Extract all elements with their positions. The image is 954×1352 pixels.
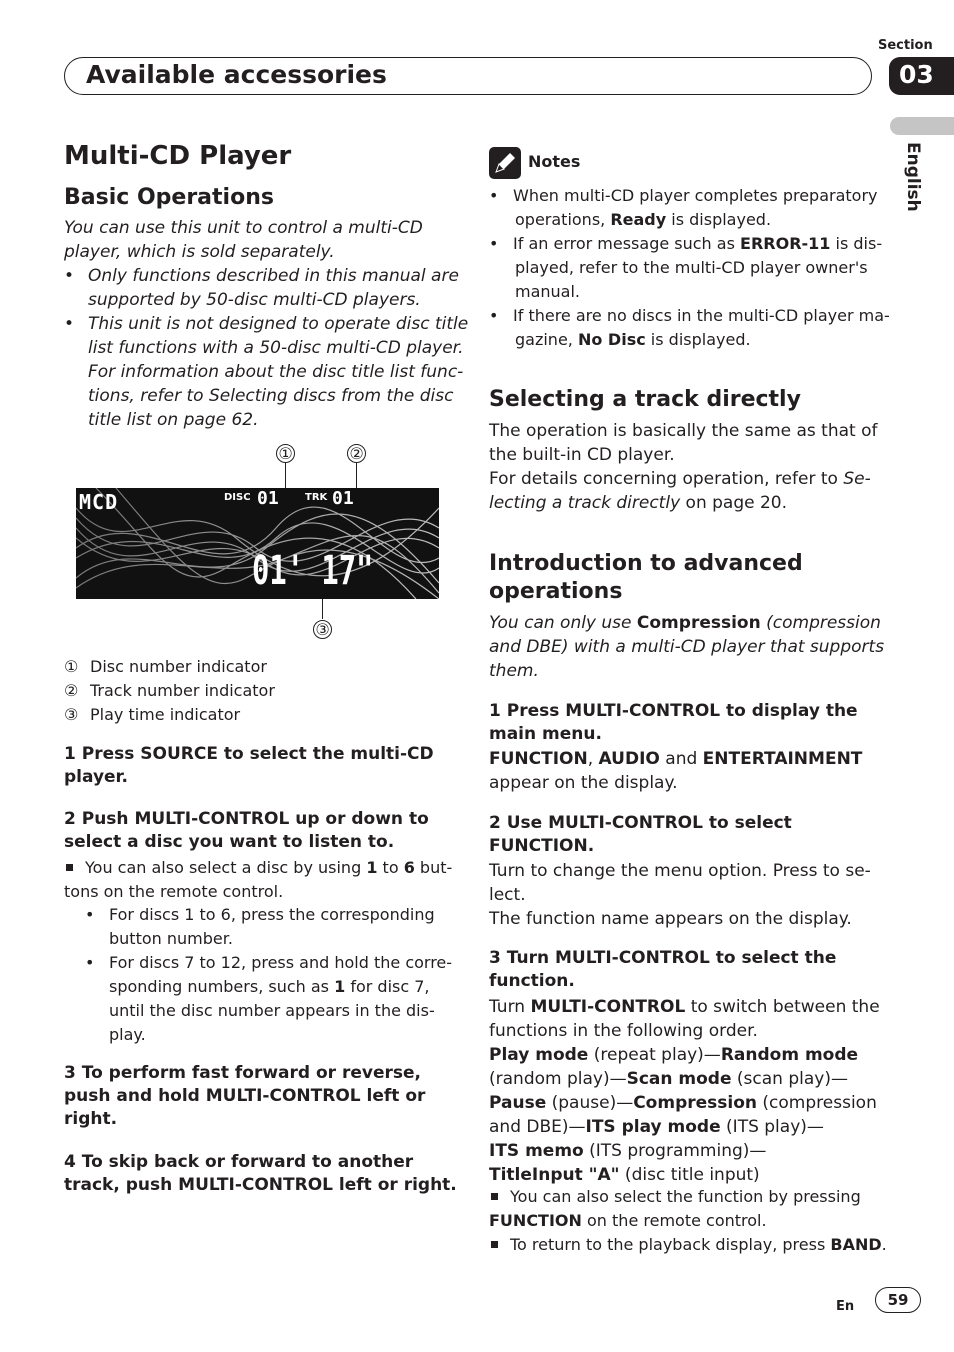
step-1: 1 Press SOURCE to select the multi-CD player.	[64, 744, 434, 787]
notes-pencil-icon	[489, 147, 521, 179]
bullet-line: tions, refer to Selecting discs from the disc	[88, 386, 454, 406]
callout-1: ①	[276, 444, 295, 463]
square-bullet-icon	[491, 1241, 498, 1248]
adv-step-2: 2 Use MULTI-CONTROL to select FUNCTION.	[489, 813, 792, 856]
bullet-item: • This unit is not designed to operate disc title	[64, 314, 469, 334]
language-tab	[890, 117, 954, 135]
notes-title: Notes	[528, 152, 581, 171]
display-track-value: 01	[332, 488, 354, 509]
adv-step-3: 3 Turn MULTI-CONTROL to select the function.	[489, 948, 837, 991]
step-2-note: You can also select a disc by using 1 to 6 but- tons on the remote control.	[64, 858, 453, 901]
square-bullet-icon	[491, 1193, 498, 1200]
callout-3: ③	[313, 620, 332, 639]
section-label: Section	[878, 38, 933, 53]
bullet-item: • For discs 1 to 6, press the corresponding	[85, 905, 435, 924]
intro-bullets	[64, 264, 468, 432]
footer-language: En	[836, 1299, 855, 1314]
display-time: 01' 17"	[252, 548, 374, 594]
display-disc-value: 01	[257, 488, 279, 509]
selecting-text: The operation is basically the same as that of the built-in CD player. For details concerning operation, refer to Se- lecting a track directly on page 20.	[489, 421, 878, 513]
legend	[64, 655, 275, 727]
display-mode: MCD	[79, 490, 119, 514]
intro-text	[64, 216, 423, 264]
adv-step-3-notes: You can also select the function by pressing FUNCTION on the remote control. To return to the playback display, press BAND.	[489, 1187, 887, 1254]
language-label: English	[903, 142, 923, 212]
note-item: • If an error message such as ERROR-11 is dis-	[489, 234, 883, 253]
note-item: • If there are no discs in the multi-CD player ma-	[489, 306, 890, 325]
pencil-icon	[489, 147, 521, 179]
intro-line: You can use this unit to control a multi-CD	[64, 218, 423, 238]
page-header-title: Available accessories	[86, 60, 387, 89]
callout-line	[322, 599, 323, 619]
advanced-intro: You can only use Compression (compression and DBE) with a multi-CD player that supports them.	[489, 613, 885, 681]
bullet-item: • Only functions described in this manual are	[64, 266, 459, 286]
notes-list: • When multi-CD player completes preparatory operations, Ready is displayed. • If an error message such as ERROR-11 is dis- played, refer to the multi-CD player owner's manual. • If there are no discs in the multi-CD player ma- gazine, No Disc is displayed.	[489, 186, 890, 349]
legend-item: ③ Play time indicator	[64, 705, 241, 724]
legend-item: ① Disc number indicator	[64, 657, 267, 676]
callout-2: ②	[347, 444, 366, 463]
adv-step-2-text: Turn to change the menu option. Press to se- lect. The function name appears on the display.	[489, 861, 871, 929]
page-title: Multi-CD Player	[64, 141, 292, 171]
display-illustration	[76, 488, 439, 599]
selecting-heading: Selecting a track directly	[489, 387, 801, 412]
page-number: 59	[875, 1287, 921, 1313]
bullet-line: list functions with a 50-disc multi-CD player.	[88, 338, 464, 358]
display-disc-label: DISC	[224, 492, 251, 503]
legend-item: ② Track number indicator	[64, 681, 275, 700]
adv-step-1: 1 Press MULTI-CONTROL to display the main menu.	[489, 701, 858, 744]
bullet-line: title list on page 62.	[88, 410, 259, 430]
adv-step-3-text: Turn MULTI-CONTROL to switch between the functions in the following order. Play mode (repeat play)—Random mode (random play)—Scan mode (scan play)— Pause (pause)—Compression (compression and DBE)—ITS play mode (ITS play)— ITS memo (ITS programming)— TitleInput "A" (disc title input)	[489, 997, 880, 1185]
step-2: 2 Push MULTI-CONTROL up or down to select a disc you want to listen to.	[64, 809, 429, 852]
step-2-bullets: • For discs 1 to 6, press the corresponding button number. • For discs 7 to 12, press and hold the corre- sponding numbers, such as 1 for disc 7, until the disc number appears in the dis- play.	[85, 905, 453, 1044]
display-track-label: TRK	[305, 492, 328, 503]
step-4: 4 To skip back or forward to another track, push MULTI-CONTROL left or right.	[64, 1152, 457, 1195]
section-heading: Basic Operations	[64, 185, 274, 210]
bullet-line: For information about the disc title list func-	[88, 362, 464, 382]
intro-line: player, which is sold separately.	[64, 242, 335, 262]
bullet-item: • For discs 7 to 12, press and hold the corre-	[85, 953, 453, 972]
note-item: • When multi-CD player completes preparatory	[489, 186, 878, 205]
bullet-line: supported by 50-disc multi-CD players.	[88, 290, 421, 310]
adv-step-1-text: FUNCTION, AUDIO and ENTERTAINMENT appear on the display.	[489, 749, 863, 793]
advanced-heading: Introduction to advanced operations	[489, 551, 803, 604]
section-number: 03	[889, 57, 954, 95]
square-bullet-icon	[66, 864, 73, 871]
step-3: 3 To perform fast forward or reverse, push and hold MULTI-CONTROL left or right.	[64, 1063, 426, 1129]
